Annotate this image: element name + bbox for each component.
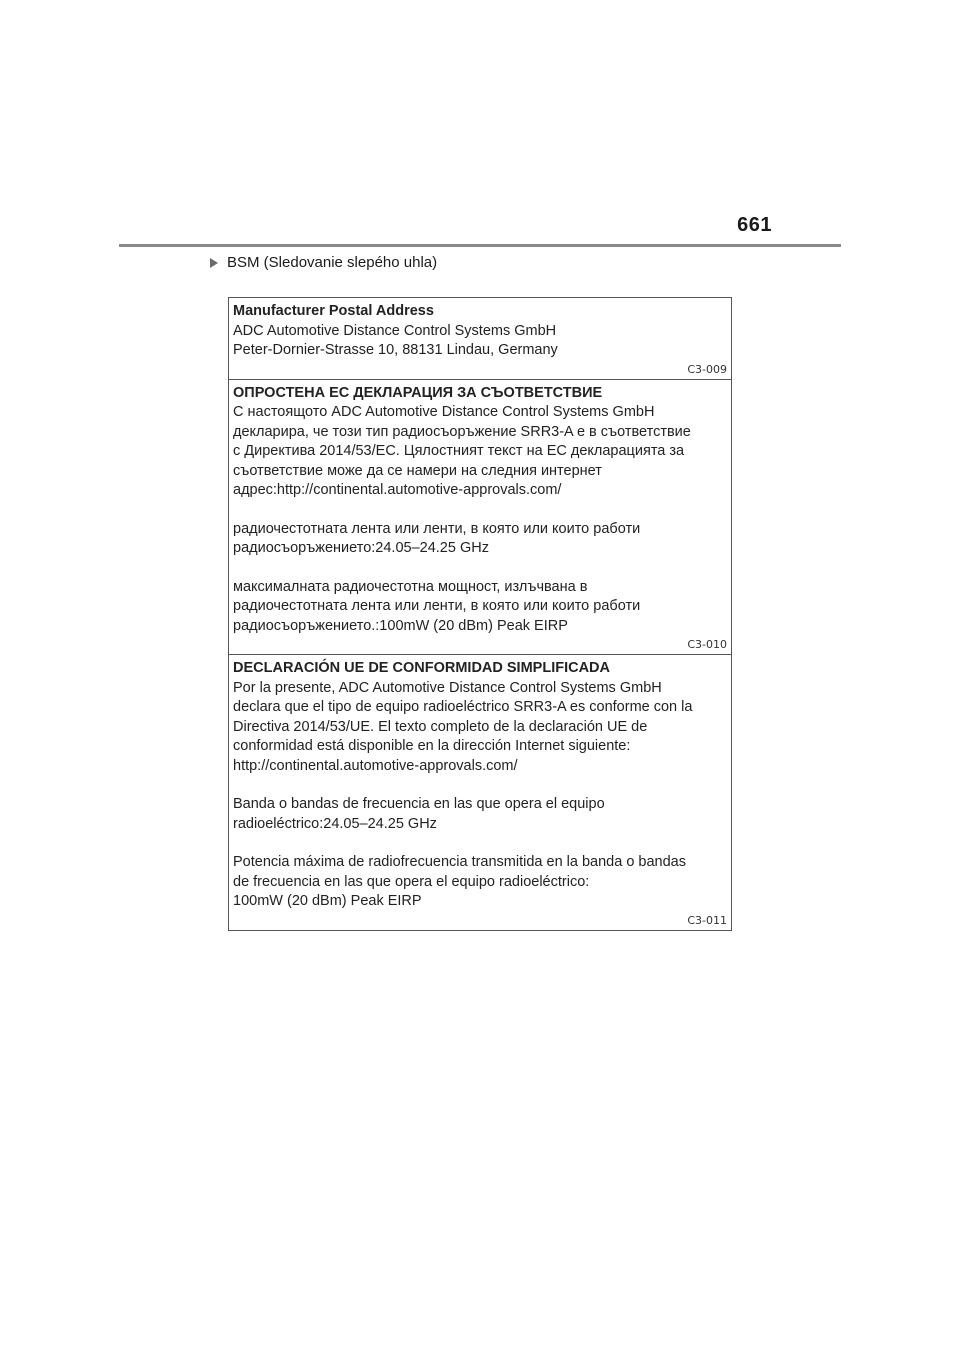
paragraph-gap	[233, 559, 711, 578]
text-line: Banda o bandas de frecuencia en las que opera el equipo	[233, 796, 605, 812]
text-line: 100mW (20 dBm) Peak EIRP	[233, 893, 422, 909]
section-heading-text: BSM (Sledovanie slepého uhla)	[227, 254, 438, 271]
text-line: radioeléctrico:24.05–24.25 GHz	[233, 815, 437, 832]
triangle-bullet-icon	[210, 258, 218, 268]
text-line: радиочестотната лента или ленти, в която или които работи	[233, 520, 641, 537]
text-line: радиосъоръжението.:100mW (20 dBm) Peak EIRP	[233, 617, 568, 634]
text-line: декларира, че този тип радиосъоръжение SRR3-A е в съответствие	[233, 423, 691, 440]
text-line: ADC Automotive Distance Control Systems GmbH	[233, 322, 557, 339]
text-line: радиочестотната лента или ленти, в която или които работи	[233, 598, 641, 614]
text-line: de frecuencia en las que opera el equipo radioeléctrico:	[233, 873, 590, 890]
block-title: DECLARACIÓN UE DE CONFORMIDAD SIMPLIFICADA	[233, 660, 610, 676]
bulgarian-declaration-block	[229, 379, 731, 655]
text-line: Directiva 2014/53/UE. El texto completo de la declaración UE de	[233, 718, 648, 735]
text-line: http://continental.automotive-approvals.com/	[233, 757, 518, 774]
spanish-declaration-block	[229, 654, 731, 930]
text-line: с Директива 2014/53/ЕС. Цялостният текст на ЕС декларацията за	[233, 443, 685, 459]
manufacturer-address-block	[229, 298, 731, 379]
text-line: Por la presente, ADC Automotive Distance Control Systems GmbH	[233, 679, 662, 696]
label-code: C3-011	[687, 913, 727, 927]
text-line: Potencia máxima de radiofrecuencia transmitida en la banda o bandas	[233, 854, 686, 870]
text-line: conformidad está disponible en la dirección Internet siguiente:	[233, 738, 631, 754]
text-line: максималната радиочестотна мощност, излъчвана в	[233, 578, 588, 595]
label-code: C3-010	[687, 638, 727, 651]
text-line: съответствие може да се намери на следния интернет	[233, 462, 602, 479]
page-number: 661	[737, 214, 772, 236]
paragraph-gap	[233, 776, 711, 795]
paragraph-gap	[233, 501, 711, 520]
text-line: С настоящото ADC Automotive Distance Control Systems GmbH	[233, 404, 655, 420]
section-heading	[210, 254, 437, 271]
paragraph-gap	[233, 834, 711, 853]
text-line: declara que el tipo de equipo radioeléctrico SRR3-A es conforme con la	[233, 699, 693, 715]
header-rule	[119, 244, 841, 247]
block-title: Manufacturer Postal Address	[233, 303, 434, 319]
regulatory-label-box	[228, 297, 732, 931]
text-line: Peter-Dornier-Strasse 10, 88131 Lindau, Germany	[233, 342, 558, 358]
label-code: C3-009	[687, 362, 727, 376]
text-line: адрес:http://continental.automotive-approvals.com/	[233, 482, 562, 498]
block-title: ОПРОСТЕНА ЕС ДЕКЛАРАЦИЯ ЗА СЪОТВЕТСТВИЕ	[233, 384, 603, 401]
text-line: радиосъоръжението:24.05–24.25 GHz	[233, 540, 489, 556]
